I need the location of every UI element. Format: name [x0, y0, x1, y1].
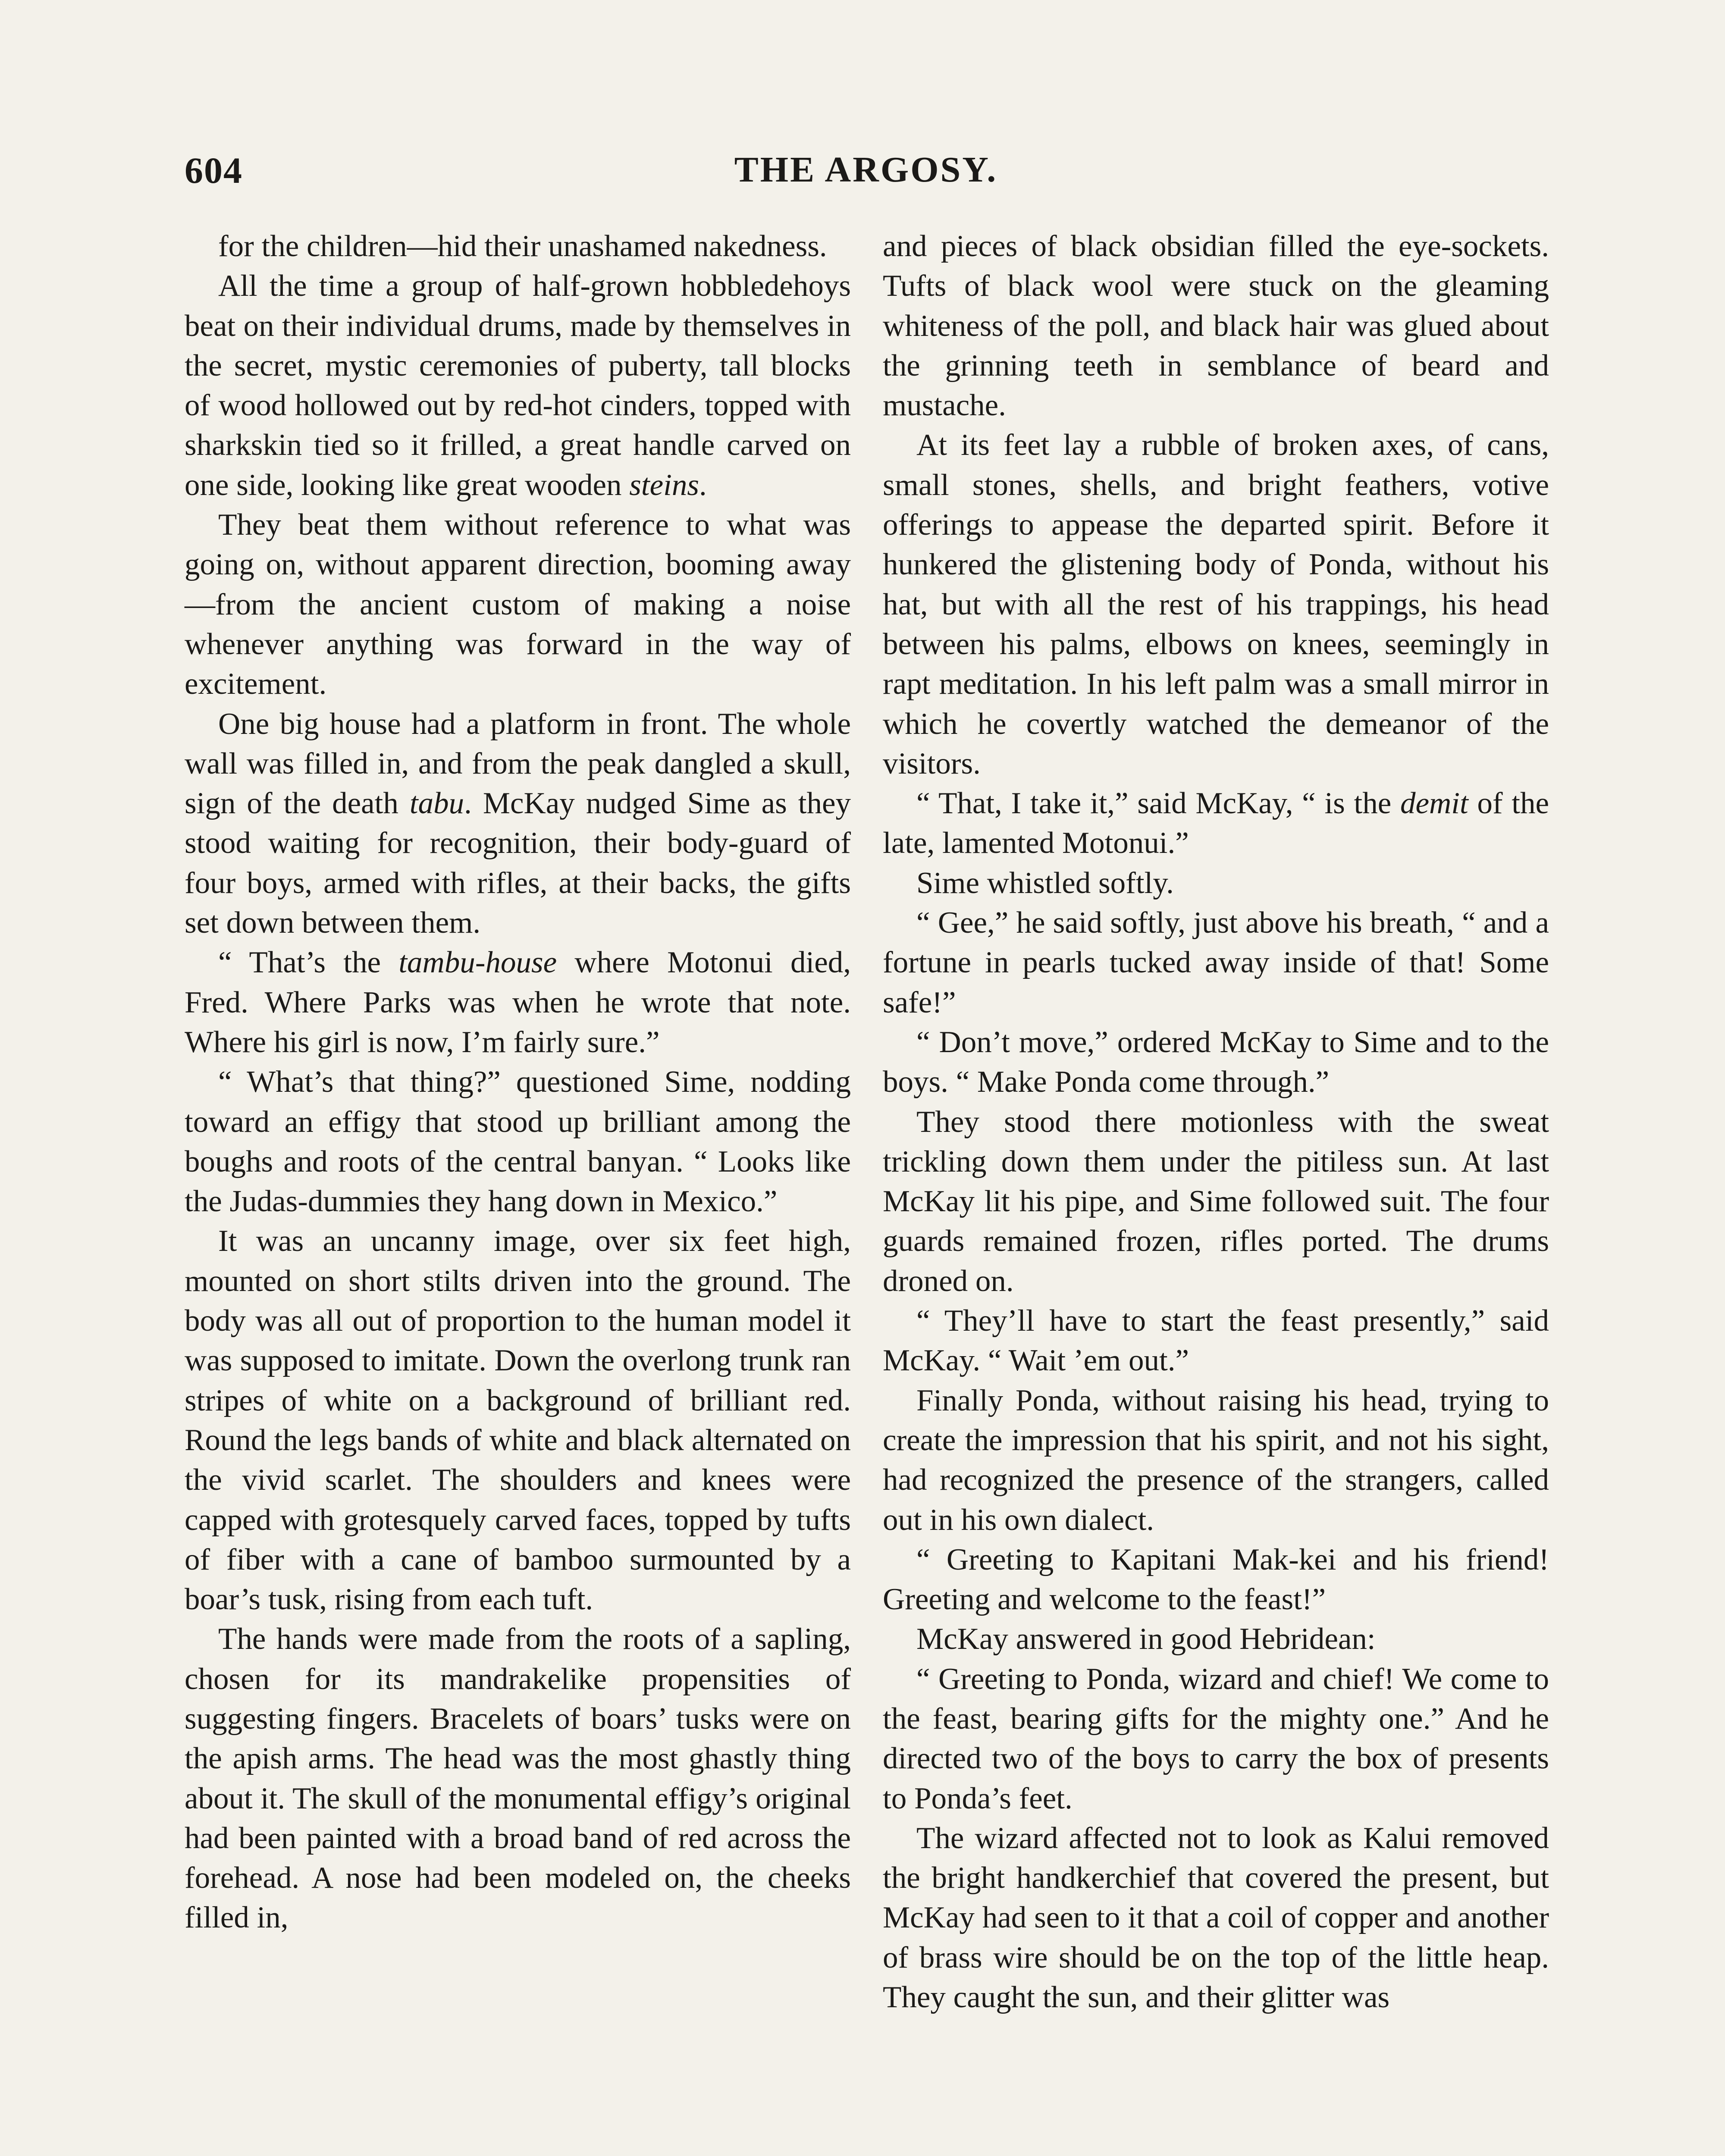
- left-column: [185, 226, 851, 1938]
- paragraph-text: “ What’s that thing?” questioned Sime, nodding toward an effigy that stood up brilliant among the boughs and roots of the central banyan. “ Looks like the Judas-dummies they hang down in Mexico.”: [185, 1065, 851, 1219]
- italic-term: tabu: [409, 787, 464, 821]
- paragraph: [883, 1022, 1549, 1102]
- paragraph: [185, 226, 851, 266]
- paragraph-text: of the late, lamented Motonui.”: [883, 787, 1549, 860]
- paragraph: [185, 943, 851, 1062]
- paragraph-text: It was an uncanny image, over six feet high, mounted on short stilts driven into the ground. The body was all out of proportion to the human model it was supposed to imitate. Down the overlong trunk ran stripes of white on a background of brilliant red. Round the legs bands of white and black alternated on the vivid scarlet. The shoulders and knees were capped with grotesquely carved faces, topped by tufts of fiber with a cane of bamboo surmounted by a boar’s tusk, rising from each tuft.: [185, 1224, 851, 1617]
- paragraph-text: At its feet lay a rubble of broken axes, of cans, small stones, shells, and bright feathers, votive offerings to appease the departed spirit. Before it hunkered the glistening body of Ponda, without his hat, but with all the rest of his trappings, his head between his palms, elbows on knees, seemingly in rapt meditation. In his left palm was a small mirror in which he covertly watched the demeanor of the visitors.: [883, 428, 1549, 780]
- paragraph-text: Finally Ponda, without raising his head, trying to create the impression that his spirit, and not his sight, had recognized the presence of the strangers, called out in his own dialect.: [883, 1383, 1549, 1537]
- paragraph: [185, 1619, 851, 1937]
- paragraph-text: “ Greeting to Ponda, wizard and chief! We come to the feast, bearing gifts for the mighty one.” And he directed two of the boys to carry the box of presents to Ponda’s feet.: [883, 1662, 1549, 1815]
- paragraph: [883, 783, 1549, 863]
- paragraph-text: They beat them without reference to what was going on, without apparent direction, booming away—from the ancient custom of making a noise whenever anything was forward in the way of excitement.: [185, 508, 851, 701]
- paragraph-text: “ That’s the: [218, 946, 399, 980]
- page-header: [185, 149, 1547, 205]
- italic-term: steins: [629, 468, 699, 502]
- paragraph-text: One big house had a platform in front. The whole wall was filled in, and from the peak dangled a skull, sign of the death: [185, 707, 851, 821]
- paragraph: [185, 266, 851, 505]
- paragraph: [883, 1102, 1549, 1301]
- paragraph-text: “ They’ll have to start the feast presently,” said McKay. “ Wait ’em out.”: [883, 1304, 1549, 1378]
- paragraph-text: They stood there motionless with the sweat trickling down them under the pitiless sun. At last McKay lit his pipe, and Sime followed suit. The four guards remained frozen, rifles ported. The drums droned on.: [883, 1105, 1549, 1298]
- paragraph: [185, 1221, 851, 1619]
- paragraph-text: . McKay nudged Sime as they stood waiting for recognition, their body-guard of four boys, armed with rifles, at their backs, the gifts set down between them.: [185, 787, 851, 940]
- paragraph: [883, 1301, 1549, 1381]
- paragraph-text: for the children—hid their unashamed nakedness.: [218, 229, 827, 263]
- paragraph: [883, 1818, 1549, 2017]
- paragraph-text: The hands were made from the roots of a sapling, chosen for its mandrakelike propensities of suggesting fingers. Bracelets of boars’ tusks were on the apish arms. The head was the most ghastly thing about it. The skull of the monumental effigy’s original had been painted with a broad band of red across the forehead. A nose had been modeled on, the cheeks filled in,: [185, 1622, 851, 1935]
- paragraph: [883, 863, 1549, 903]
- paragraph: [883, 1381, 1549, 1540]
- paragraph-text: “ That, I take it,” said McKay, “ is the: [916, 787, 1400, 821]
- paragraph-text: where Motonui died, Fred. Where Parks was when he wrote that note. Where his girl is now, I’m fairly sure.”: [185, 946, 851, 1059]
- running-title: THE ARGOSY.: [734, 150, 998, 190]
- right-column: [883, 226, 1549, 2017]
- paragraph: [883, 1619, 1549, 1659]
- paragraph: [883, 1659, 1549, 1818]
- paragraph-text: “ Don’t move,” ordered McKay to Sime and to the boys. “ Make Ponda come through.”: [883, 1025, 1549, 1099]
- paragraph: [883, 903, 1549, 1022]
- paragraph: [883, 1540, 1549, 1620]
- paragraph-text: “ Greeting to Kapitani Mak-kei and his friend! Greeting and welcome to the feast!”: [883, 1542, 1549, 1617]
- paragraph-text: Sime whistled softly.: [916, 866, 1174, 900]
- paragraph-text: .: [699, 468, 707, 502]
- paragraph: [883, 226, 1549, 425]
- paragraph-text: “ Gee,” he said softly, just above his breath, “ and a fortune in pearls tucked away inside of that! Some safe!”: [883, 906, 1549, 1019]
- paragraph: [883, 425, 1549, 783]
- paragraph: [185, 1062, 851, 1221]
- page-number: 604: [185, 150, 243, 191]
- paragraph-text: McKay answered in good Hebridean:: [916, 1622, 1376, 1656]
- paragraph-text: and pieces of black obsidian filled the eye-sockets. Tufts of black wool were stuck on the gleaming whiteness of the poll, and black hair was glued about the grinning teeth in semblance of beard and mustache.: [883, 229, 1549, 423]
- paragraph-text: The wizard affected not to look as Kalui removed the bright handkerchief that covered the present, but McKay had seen to it that a coil of copper and another of brass wire should be on the top of the little heap. They caught the sun, and their glitter was: [883, 1821, 1549, 2015]
- italic-term: demit: [1400, 787, 1468, 821]
- italic-term: tambu-house: [398, 946, 557, 980]
- paragraph-text: All the time a group of half-grown hobbledehoys beat on their individual drums, made by themselves in the secret, mystic ceremonies of puberty, tall blocks of wood hollowed out by red-hot cinders, topped with sharkskin tied so it frilled, a great handle carved on one side, looking like great wooden: [185, 269, 851, 502]
- paragraph: [185, 704, 851, 943]
- paragraph: [185, 505, 851, 704]
